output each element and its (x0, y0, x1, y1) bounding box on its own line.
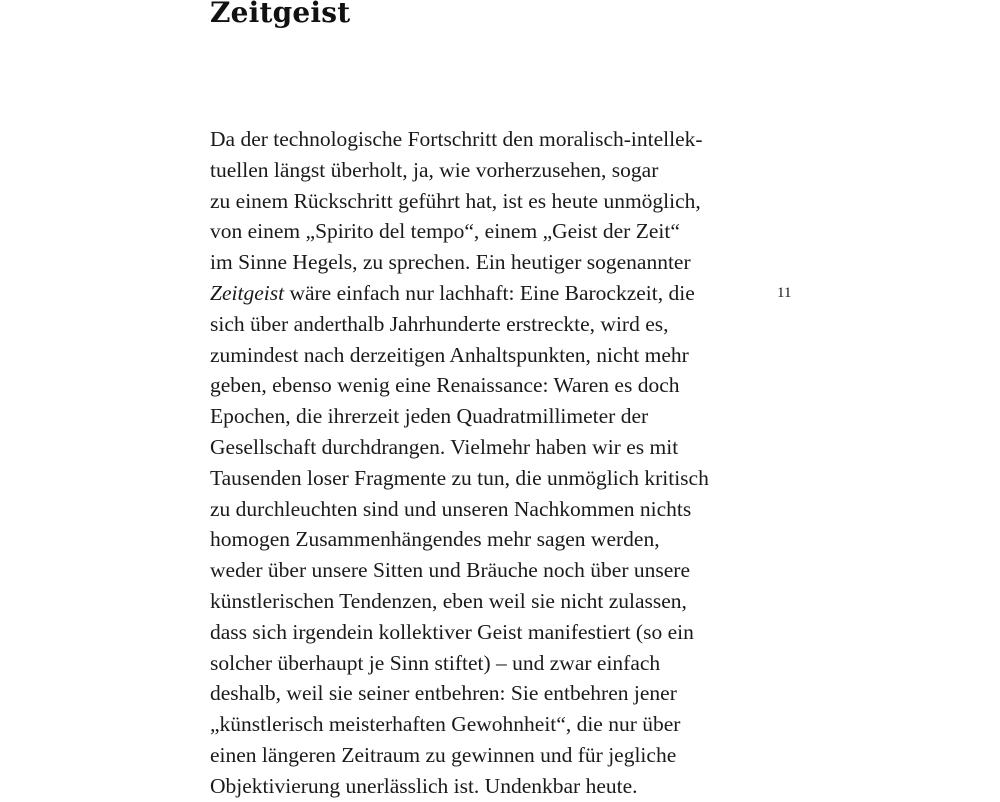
text-line: solcher überhaupt je Sinn stiftet) – und zwar einfach (210, 650, 661, 675)
text-line: geben, ebenso wenig eine Renaissance: Waren es doch (210, 373, 680, 398)
text-line: zumindest nach derzeitigen Anhaltspunkten, nicht mehr (210, 342, 689, 367)
italic-term: Zeitgeist (210, 280, 285, 305)
page-number: 11 (777, 285, 792, 301)
text-line: zu durchleuchten sind und unseren Nachkommen nichts (210, 496, 692, 521)
text-line: tuellen längst überholt, ja, wie vorherzusehen, sogar (210, 157, 659, 182)
text-line: im Sinne Hegels, zu sprechen. Ein heutiger sogenannter (210, 250, 691, 275)
text-line: Da der technologische Fortschritt den moralisch-intellek- (210, 127, 703, 151)
text-line: von einem „Spirito del tempo“, einem „Geist der Zeit“ (210, 219, 680, 244)
text-line: weder über unsere Sitten und Bräuche noch über unsere (210, 558, 690, 583)
text-line: Tausenden loser Fragmente zu tun, die unmöglich kritisch (210, 465, 709, 490)
text-line: Epochen, die ihrerzeit jeden Quadratmillimeter der (210, 404, 649, 429)
page-title: Zeitgeist (210, 0, 351, 29)
text-line: homogen Zusammenhängendes mehr sagen werden, (210, 527, 660, 552)
text-line: deshalb, weil sie seiner entbehren: Sie entbehren jener (210, 681, 677, 706)
text-line-rest: wäre einfach nur lachhaft: Eine Barockzeit, die (284, 280, 695, 305)
text-line: zu einem Rückschritt geführt hat, ist es heute unmöglich, (210, 188, 701, 213)
body-text (210, 124, 770, 802)
text-line: Gesellschaft durchdrangen. Vielmehr haben wir es mit (210, 434, 679, 459)
text-line: künstlerischen Tendenzen, eben weil sie nicht zulassen, (210, 588, 687, 613)
text-line: einen längeren Zeitraum zu gewinnen und für jegliche (210, 742, 677, 767)
text-line: Objektivierung unerlässlich ist. Undenkbar heute. (210, 773, 638, 798)
text-line: „künstlerisch meisterhaften Gewohnheit“, die nur über (210, 712, 681, 737)
text-line: sich über anderthalb Jahrhunderte erstreckte, wird es, (210, 311, 669, 336)
text-line (210, 278, 770, 309)
text-line: dass sich irgendein kollektiver Geist manifestiert (so ein (210, 619, 694, 644)
